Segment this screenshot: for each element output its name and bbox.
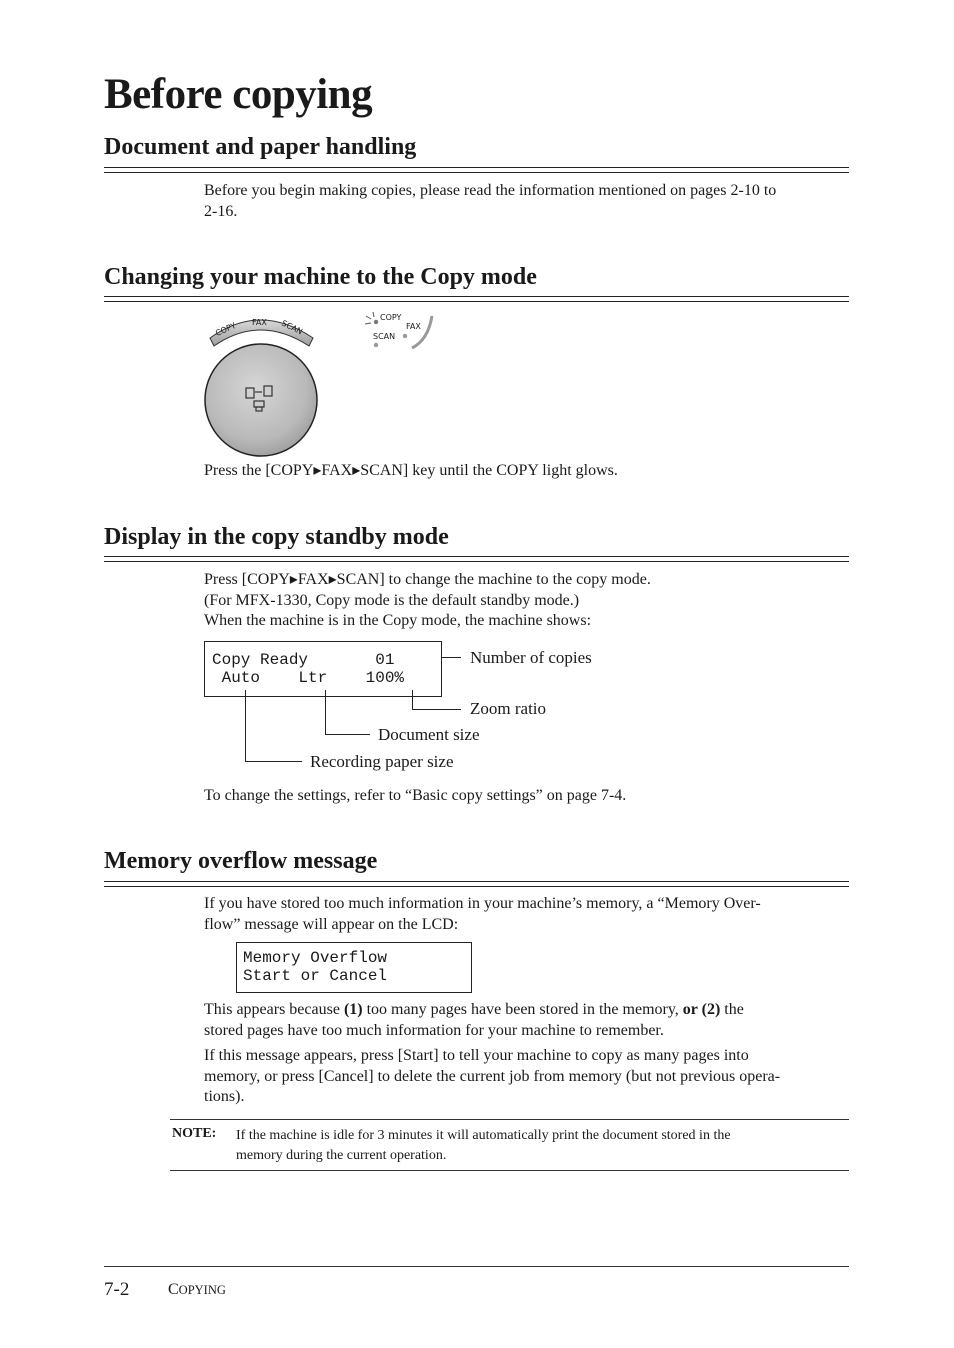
section-heading-display: Display in the copy standby mode — [104, 524, 449, 550]
section-rule — [104, 301, 849, 302]
section-rule — [104, 556, 849, 557]
callout-line — [325, 690, 326, 735]
note-rule — [170, 1170, 849, 1171]
note-rule — [170, 1119, 849, 1120]
note-label: NOTE: — [172, 1126, 217, 1141]
lcd-line: Start or Cancel — [243, 967, 388, 985]
callout-zoom-ratio: Zoom ratio — [470, 699, 547, 718]
page-title: Before copying — [104, 71, 373, 118]
lcd-line: Copy Ready 01 — [212, 651, 395, 669]
callout-line — [412, 709, 461, 710]
section-rule — [104, 561, 849, 562]
memory-action-text: If this message appears, press [Start] to tell your machine to copy as many pages into memory, or press [Cancel] to delete the current job from memory (but not previous opera- tions). — [204, 1047, 781, 1105]
callout-line — [441, 657, 461, 658]
callout-line — [245, 761, 302, 762]
display-text: Press [COPY▸FAX▸SCAN] to change the machine to the copy mode. (For MFX-1330, Copy mode is the default standby mode.) When the machine is in the Copy mode, the machine shows: — [204, 571, 651, 629]
callout-document-size: Document size — [378, 725, 480, 744]
memory-intro-text: If you have stored too much information in your machine’s memory, a “Memory Over- flow” message will appear on the LCD: — [204, 895, 761, 933]
section-heading-copy-mode: Changing your machine to the Copy mode — [104, 264, 537, 290]
callout-line — [325, 734, 370, 735]
section-rule — [104, 172, 849, 173]
section-rule — [104, 886, 849, 887]
section-name: COPYING — [168, 1281, 226, 1298]
section-heading-handling: Document and paper handling — [104, 134, 417, 160]
display-footer-text: To change the settings, refer to “Basic copy settings” on page 7-4. — [204, 787, 627, 804]
lcd-line: Memory Overflow — [243, 949, 388, 967]
copy-mode-instruction: Press the [COPY▸FAX▸SCAN] key until the COPY light glows. — [204, 462, 618, 479]
section-rule — [104, 881, 849, 882]
note-text: If the machine is idle for 3 minutes it will automatically print the document stored in the memory during the current operation. — [236, 1128, 731, 1163]
callout-number-of-copies: Number of copies — [470, 648, 592, 667]
section-heading-memory: Memory overflow message — [104, 848, 378, 874]
callout-line — [412, 690, 413, 710]
lcd-memory-overflow — [236, 942, 472, 993]
indicator-labels: COPY FAX SCAN — [373, 313, 421, 341]
page-number: 7-2 — [104, 1279, 130, 1300]
lcd-copy-ready — [204, 641, 442, 697]
memory-reason-text: This appears because (1) too many pages have been stored in the memory, or (2) the stored pages have too much information for your machine to remember. — [204, 1001, 744, 1039]
handling-text: Before you begin making copies, please read the information mentioned on pages 2-10 to 2-16. — [204, 182, 777, 220]
callout-recording-paper-size: Recording paper size — [310, 752, 454, 771]
footer-rule — [104, 1266, 849, 1267]
callout-line — [245, 690, 246, 762]
dial-labels: COPY FAX SCAN — [214, 318, 304, 338]
section-rule — [104, 296, 849, 297]
lcd-line: Auto Ltr 100% — [212, 669, 405, 687]
section-rule — [104, 167, 849, 168]
